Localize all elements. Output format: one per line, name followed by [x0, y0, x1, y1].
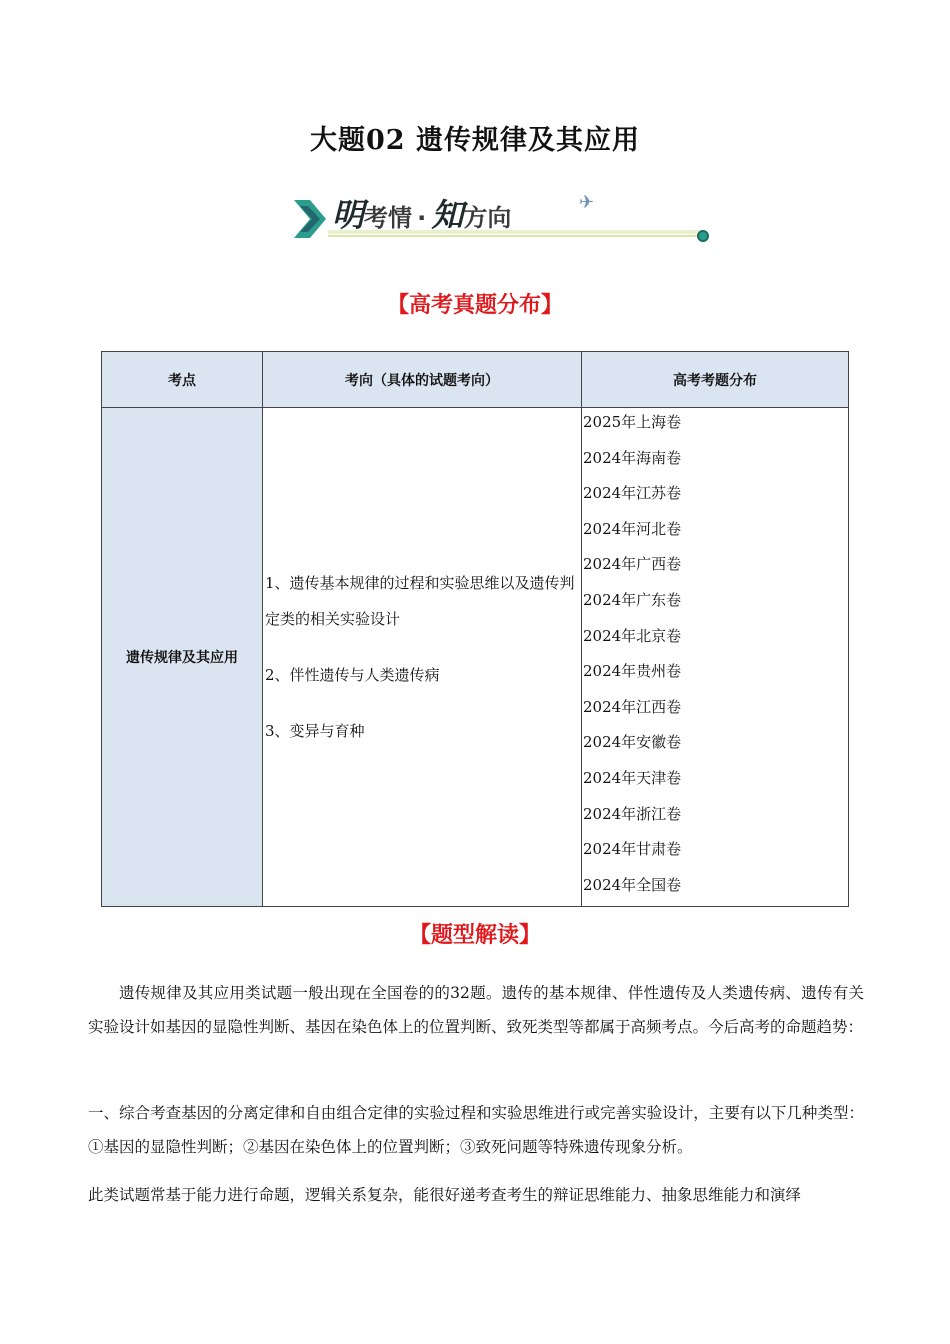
header-kaodian: 考点: [102, 352, 263, 408]
page-title: 大题02 遗传规律及其应用: [310, 125, 640, 156]
kaoxiang-item: 3、变异与育种: [265, 722, 365, 741]
kaoxiang-item: 2、伴性遗传与人类遗传病: [265, 666, 440, 685]
paper-item: 2024年江西卷: [583, 697, 682, 716]
cell-kaoxiang: [263, 408, 582, 907]
paragraph-type-one: 一、综合考查基因的分离定律和自由组合定律的实验过程和实验思维进行或完善实验设计，主要有以下几种类型：①基因的显隐性判断；②基因在染色体上的位置判断；③致死问题等特殊遗传现象分析。: [88, 1104, 864, 1156]
paper-item: 2024年安徽卷: [583, 733, 682, 752]
paper-item: 2024年海南卷: [583, 448, 682, 467]
paper-plane-icon: ✈: [579, 192, 595, 213]
banner-zhi: 知: [431, 196, 464, 234]
chevron-icon: [292, 198, 332, 240]
section-heading-distribution: 【高考真题分布】: [386, 292, 563, 318]
paper-item: 2024年全国卷: [583, 875, 682, 894]
paper-item: 2024年广西卷: [583, 555, 682, 574]
header-kaoxiang: 考向（具体的试题考向）: [263, 352, 582, 408]
header-papers: 高考考题分布: [582, 352, 849, 408]
banner-dot: ·: [417, 204, 427, 232]
cell-kaodian: 遗传规律及其应用: [102, 408, 263, 907]
banner-kaoqing: 考情: [364, 204, 413, 232]
table-row: [102, 408, 849, 907]
banner-ming: 明: [332, 196, 365, 234]
kaoxiang-item: 1、遗传基本规律的过程和实验思维以及遗传判定类的相关实验设计: [265, 574, 575, 629]
paper-item: 2024年河北卷: [583, 519, 682, 538]
paper-item: 2024年天津卷: [583, 768, 682, 787]
banner-dot-icon: [697, 230, 709, 242]
paper-item: 2024年北京卷: [583, 626, 682, 645]
banner-fangxiang: 方向: [463, 204, 512, 232]
cell-papers: [582, 408, 849, 907]
table-header-row: [102, 352, 849, 408]
paragraph-ability: 此类试题常基于能力进行命题，逻辑关系复杂，能很好递考查考生的辩证思维能力、抽象思维能力和演绎: [88, 1186, 802, 1204]
paper-item: 2024年浙江卷: [583, 804, 682, 823]
exam-distribution-table: [101, 351, 849, 907]
paper-item: 2024年广东卷: [583, 590, 682, 609]
section-banner: [292, 186, 722, 250]
section-heading-interpretation: 【题型解读】: [408, 922, 541, 948]
paper-item: 2024年贵州卷: [583, 662, 682, 681]
paper-item: 2024年江苏卷: [583, 484, 682, 503]
paper-item: 2025年上海卷: [583, 413, 682, 431]
paper-item: 2024年甘肃卷: [583, 840, 682, 859]
banner-text: [332, 190, 511, 236]
paragraph-intro: 遗传规律及其应用类试题一般出现在全国卷的的32题。遗传的基本规律、伴性遗传及人类遗传病、遗传有关实验设计如基因的显隐性判断、基因在染色体上的位置判断、致死类型等都属于高频考点。今后高考的命题趋势：: [88, 984, 864, 1036]
